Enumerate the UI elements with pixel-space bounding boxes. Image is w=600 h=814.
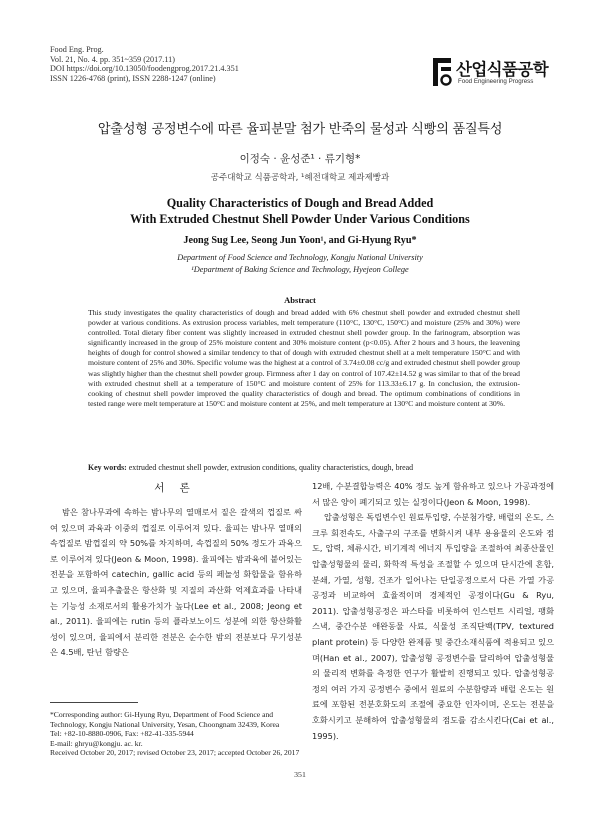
keywords-text: extruded chestnut shell powder, extrusion conditions, quality characteristics, dough, bread xyxy=(126,463,414,472)
abstract-heading: Abstract xyxy=(284,295,316,305)
english-affiliation xyxy=(0,252,600,275)
english-title-line1: Quality Characteristics of Dough and Bread Added xyxy=(166,196,434,210)
logo-english-text: Food Engineering Progress xyxy=(458,78,534,85)
left-column xyxy=(50,505,302,661)
footnote-correspondence: *Corresponding author: Gi-Hyung Ryu, Department of Food Science and Technology, Kongju National University, Yesan, Choongnam 32439, Korea xyxy=(50,710,280,729)
right-column-paragraph-1: 12배, 수분결합능력은 40% 정도 높게 함유하고 있으나 가공과정에서 많은 양이 폐기되고 있는 실정이다(Jeon & Moon, 1998). xyxy=(312,481,554,507)
english-affiliation-1: Department of Food Science and Technology, Kongju National University xyxy=(177,253,423,262)
logo-korean-text: 산업식품공학 xyxy=(456,60,549,79)
footnote-tel: Tel: +82-10-8880-0906, Fax: +82-41-335-5944 xyxy=(50,729,194,739)
journal-volume: Vol. 21, No. 4. pp. 351~359 (2017.11) xyxy=(50,54,175,64)
keywords-label: Key words: xyxy=(88,463,127,472)
footnote-dates: Received October 20, 2017; revised October 23, 2017; accepted October 26, 2017 xyxy=(50,748,300,758)
right-column-paragraph-2: 압출성형은 독립변수인 원료투입량, 수분첨가량, 배럴의 온도, 스크루 회전속도, 사출구의 구조를 변화시켜 내부 용융물의 온도와 점도, 압력, 체류시간, 비기계적 에너지 투입량을 조절하여 최종산물인 압출성형물의 물리, 화학적 특성을 조절할 수 있으며 단시간에 혼합, 분쇄, 가열, 성형, 건조가 일어나는 단일공정으로서 다른 가열 가공공정과 비교하여 효율적이며 경제적인 공정이다(Gu & Ryu, 2011). 압출성형공정은 파스타를 비롯하여 인스턴트 시리얼, 팽화스낵, 중간수분 애완동물 사료, 식물성 조직단백(TPV, textured plant protein) 등 다양한 완제품 및 중간소재식품에 적용되고 있으며(Han et al., 2007), 압출성형 공정변수를 달리하여 압출성형물의 물리적 변화를 측정한 연구가 활발히 진행되고 있다. 압출성형공정의 여러 가지 공정변수 중에서 원료의 수분함량과 배럴 온도는 원료에 포함된 전분호화도의 조절에 중요한 인자이며, 온도는 전분을 호화시키고 분해하여 압출성형물의 점도를 감소시킨다(Cai et al., 1995). xyxy=(312,512,554,741)
korean-authors: 이정숙 · 윤성준¹ · 류기형* xyxy=(239,153,361,165)
abstract-text: This study investigates the quality characteristics of dough and bread added with 6% chestnut shell powder and extruded chestnut shell powder at various conditions. As extrusion process variables, melt temperature (110°C, 130°C, 150°C) and moisture (25% and 30%) were controlled. Total dietary fiber content was slightly increased in extruded chestnut shell powder group. In the farinogram, absorption was significantly increased in the group of 25% moisture content and 30% moisture content (p<0.05). After 2 hours and 3 hours, the leavening heights of dough for control showed a similar tendency to that of dough with extruded chestnut shell at a melt temperature 150°C and with moisture content of 25% and 30%. Specific volume was the highest at a control of 3.74±0.08 cc/g and extruded chestnut shell powder group was slightly higher than the chestnut shell powder group. Firmness after 1 day on control of 107.42±14.52 g was similar to that of the bread with extruded chestnut shell at a temperature of 150°C and moisture content of 25% for 113.33±6.17 g. In conclusion, the extrusion-cooking of chestnut shell powder improved the quality characteristics of dough and bread. The optimum combinations of conditions in tested range were melt temperature at 150°C and moisture content at 25%, and melt temperature at 130°C and moisture content at 30%. xyxy=(88,308,520,408)
journal-meta xyxy=(50,45,239,83)
korean-affiliation: 공주대학교 식품공학과, ¹혜전대학교 제과제빵과 xyxy=(210,173,390,183)
english-authors: Jeong Sug Lee, Seong Jun Yoon¹, and Gi-Hyung Ryu* xyxy=(183,235,417,246)
keywords xyxy=(88,463,533,472)
korean-title: 압출성형 공정변수에 따른 율피분말 첨가 반죽의 물성과 식빵의 품질특성 xyxy=(97,122,503,137)
page-number: 351 xyxy=(294,770,306,779)
english-title-line2: With Extruded Chestnut Shell Powder Under Various Conditions xyxy=(130,212,470,226)
footnote-email[interactable]: E-mail: ghryu@kongju. ac. kr. xyxy=(50,738,143,748)
journal-logo xyxy=(432,56,552,92)
left-column-paragraph: 밤은 참나무과에 속하는 밤나무의 열매로서 짙은 갈색의 껍질로 싸여 있으며 과육과 이중의 껍질로 이루어져 있다. 율피는 밤나무 열매의 속껍질로 밤껍질의 약 50%를 차지하며, 속껍질의 50% 정도가 과육으로 이루어져 있다(Jeon & Moon, 1998). 율피에는 밤과육에 붙어있는 전분을 포함하여 catechin, gallic acid 등의 페놀성 화합물을 함유하고 있으며, 율피추출물은 항산화 및 지질의 과산화 억제효과를 나타내는 기능성 소재로서의 활용가치가 높다(Lee et al., 2008; Jeong et al., 2011). 율피에는 rutin 등의 플라보노이드 성분에 의한 항산화활성이 있으며, 율피에서 분리한 전분은 순수한 밤의 전분보다 무기성분은 4.5배, 탄닌 함량은 xyxy=(50,507,302,658)
journal-logo-icon xyxy=(432,56,454,88)
section-heading: 서 론 xyxy=(154,482,196,494)
english-affiliation-2: ¹Department of Baking Science and Technology, Hyejeon College xyxy=(191,264,409,274)
right-column xyxy=(312,479,554,744)
footnote xyxy=(50,710,305,758)
footnote-divider xyxy=(50,702,138,703)
english-title xyxy=(0,195,600,227)
journal-doi[interactable]: DOI https://doi.org/10.13050/foodengprog.2017.21.4.351 xyxy=(50,64,239,74)
journal-name: Food Eng. Prog. xyxy=(50,45,104,54)
journal-issn: ISSN 1226-4768 (print), ISSN 2288-1247 (online) xyxy=(50,73,216,83)
